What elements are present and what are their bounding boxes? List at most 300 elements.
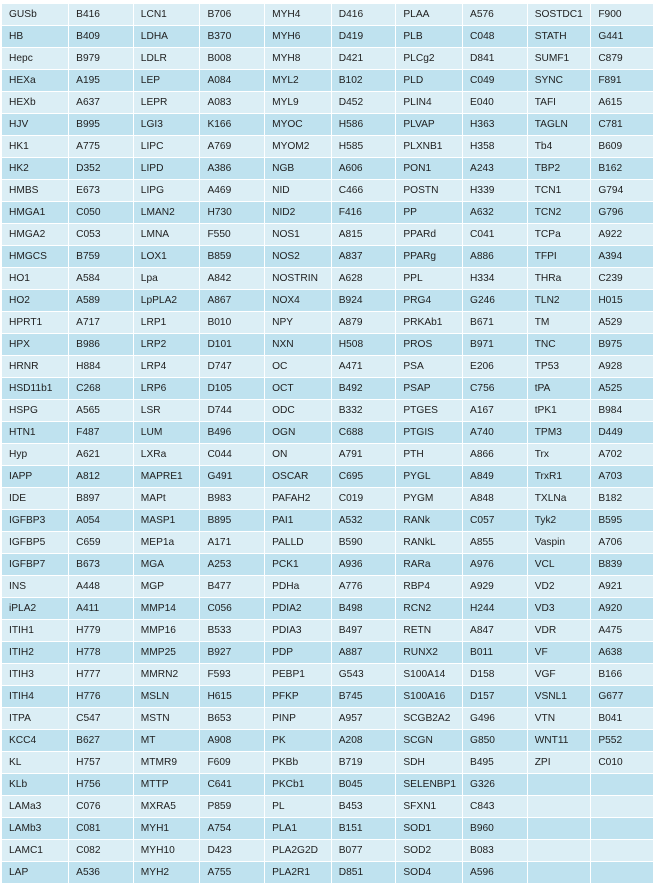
marker-code-cell: C019	[331, 488, 396, 510]
marker-name-cell: PEBP1	[265, 664, 332, 686]
marker-code-cell: C547	[69, 708, 134, 730]
marker-name-cell: PCK1	[265, 554, 332, 576]
marker-code-cell: H586	[331, 114, 396, 136]
marker-code-cell: A628	[331, 268, 396, 290]
marker-name-cell: VD3	[527, 598, 591, 620]
marker-name-cell: PKBb	[265, 752, 332, 774]
marker-code-cell: H585	[331, 136, 396, 158]
marker-code-cell: C756	[463, 378, 528, 400]
marker-code-cell: A448	[69, 576, 134, 598]
marker-name-cell: RETN	[396, 620, 463, 642]
marker-code-cell: A740	[463, 422, 528, 444]
marker-code-cell: B010	[200, 312, 265, 334]
marker-name-cell: NOX4	[265, 290, 332, 312]
marker-name-cell: S100A14	[396, 664, 463, 686]
marker-name-cell: ITIH3	[2, 664, 69, 686]
marker-name-cell: HPX	[2, 334, 69, 356]
marker-code-cell: G496	[463, 708, 528, 730]
table-row	[2, 466, 654, 488]
marker-name-cell: HO1	[2, 268, 69, 290]
marker-name-cell: SELENBP1	[396, 774, 463, 796]
marker-name-cell: SOD1	[396, 818, 463, 840]
marker-code-cell: A532	[331, 510, 396, 532]
marker-name-cell: PLVAP	[396, 114, 463, 136]
marker-name-cell: PON1	[396, 158, 463, 180]
marker-name-cell: IGFBP5	[2, 532, 69, 554]
marker-name-cell: PLIN4	[396, 92, 463, 114]
marker-code-cell: C053	[69, 224, 134, 246]
marker-code-cell: B671	[463, 312, 528, 334]
marker-name-cell: PKCb1	[265, 774, 332, 796]
marker-code-cell: A565	[69, 400, 134, 422]
marker-code-cell: A847	[463, 620, 528, 642]
marker-code-cell: B895	[200, 510, 265, 532]
marker-name-cell: S100A16	[396, 686, 463, 708]
marker-code-cell: C044	[200, 444, 265, 466]
marker-name-cell: PAFAH2	[265, 488, 332, 510]
marker-code-cell: P552	[591, 730, 654, 752]
table-row	[2, 92, 654, 114]
marker-name-cell: LEPR	[133, 92, 200, 114]
marker-name-cell: VGF	[527, 664, 591, 686]
marker-name-cell: MSTN	[133, 708, 200, 730]
marker-code-cell: C048	[463, 26, 528, 48]
marker-code-cell: A908	[200, 730, 265, 752]
marker-name-cell: ITIH1	[2, 620, 69, 642]
marker-code-cell: B975	[591, 334, 654, 356]
marker-name-cell: SCGB2A2	[396, 708, 463, 730]
marker-code-cell: H756	[69, 774, 134, 796]
marker-code-cell: H015	[591, 290, 654, 312]
marker-name-cell: PYGL	[396, 466, 463, 488]
marker-code-cell: B077	[331, 840, 396, 862]
marker-code-cell: C466	[331, 180, 396, 202]
marker-code-cell: B859	[200, 246, 265, 268]
marker-name-cell: PL	[265, 796, 332, 818]
marker-name-cell: LDHA	[133, 26, 200, 48]
marker-name-cell: POSTN	[396, 180, 463, 202]
marker-name-cell: IDE	[2, 488, 69, 510]
table-row	[2, 334, 654, 356]
marker-name-cell: VD2	[527, 576, 591, 598]
marker-name-cell: PRKAb1	[396, 312, 463, 334]
marker-name-cell: PLCg2	[396, 48, 463, 70]
marker-name-cell: TPM3	[527, 422, 591, 444]
marker-name-cell: LAMC1	[2, 840, 69, 862]
table-row	[2, 48, 654, 70]
marker-name-cell: PPL	[396, 268, 463, 290]
marker-name-cell: MYL2	[265, 70, 332, 92]
marker-name-cell: WNT11	[527, 730, 591, 752]
marker-name-cell: TBP2	[527, 158, 591, 180]
marker-code-cell: H779	[69, 620, 134, 642]
marker-code-cell: A386	[200, 158, 265, 180]
table-row	[2, 312, 654, 334]
marker-name-cell: PLXNB1	[396, 136, 463, 158]
marker-name-cell: MYH6	[265, 26, 332, 48]
marker-name-cell: NPY	[265, 312, 332, 334]
marker-code-cell: A703	[591, 466, 654, 488]
marker-code-cell: H244	[463, 598, 528, 620]
marker-code-cell: K166	[200, 114, 265, 136]
marker-code-cell: E206	[463, 356, 528, 378]
marker-name-cell: SFXN1	[396, 796, 463, 818]
marker-name-cell: TCN2	[527, 202, 591, 224]
marker-name-cell: Lpa	[133, 268, 200, 290]
table-row	[2, 268, 654, 290]
marker-name-cell: MEP1a	[133, 532, 200, 554]
table-row	[2, 114, 654, 136]
marker-name-cell: Hyp	[2, 444, 69, 466]
marker-name-cell: OC	[265, 356, 332, 378]
marker-name-cell: LEP	[133, 70, 200, 92]
table-row	[2, 4, 654, 26]
marker-name-cell: SOD4	[396, 862, 463, 884]
marker-code-cell: G491	[200, 466, 265, 488]
marker-code-cell: A054	[69, 510, 134, 532]
marker-name-cell: NXN	[265, 334, 332, 356]
marker-code-cell: C041	[463, 224, 528, 246]
marker-code-cell: C641	[200, 774, 265, 796]
marker-code-cell: B416	[69, 4, 134, 26]
table-row	[2, 620, 654, 642]
marker-name-cell: PDIA3	[265, 620, 332, 642]
marker-code-cell: A702	[591, 444, 654, 466]
marker-code-cell: G794	[591, 180, 654, 202]
table-row	[2, 70, 654, 92]
marker-code-cell: H334	[463, 268, 528, 290]
marker-name-cell: RUNX2	[396, 642, 463, 664]
marker-code-cell: A621	[69, 444, 134, 466]
marker-name-cell: TCN1	[527, 180, 591, 202]
marker-name-cell: LRP4	[133, 356, 200, 378]
marker-name-cell: MYH4	[265, 4, 332, 26]
marker-name-cell: Tyk2	[527, 510, 591, 532]
marker-code-cell: A411	[69, 598, 134, 620]
marker-code-cell: B166	[591, 664, 654, 686]
table-row	[2, 708, 654, 730]
marker-code-cell: F900	[591, 4, 654, 26]
marker-code-cell: B759	[69, 246, 134, 268]
marker-name-cell: NGB	[265, 158, 332, 180]
marker-name-cell	[527, 796, 591, 818]
marker-code-cell	[591, 796, 654, 818]
marker-code-cell: F593	[200, 664, 265, 686]
marker-name-cell: HEXa	[2, 70, 69, 92]
marker-name-cell: TAFI	[527, 92, 591, 114]
marker-code-cell: A584	[69, 268, 134, 290]
table-row	[2, 444, 654, 466]
marker-name-cell: PLA1	[265, 818, 332, 840]
marker-code-cell: C239	[591, 268, 654, 290]
marker-code-cell: B496	[200, 422, 265, 444]
marker-code-cell: F609	[200, 752, 265, 774]
marker-name-cell: PYGM	[396, 488, 463, 510]
marker-code-cell: F891	[591, 70, 654, 92]
marker-name-cell: MGP	[133, 576, 200, 598]
marker-code-cell: C050	[69, 202, 134, 224]
marker-code-cell: P859	[200, 796, 265, 818]
marker-code-cell: C076	[69, 796, 134, 818]
marker-name-cell: PP	[396, 202, 463, 224]
marker-name-cell: HMGA1	[2, 202, 69, 224]
marker-name-cell: PFKP	[265, 686, 332, 708]
marker-code-cell: C659	[69, 532, 134, 554]
marker-code-cell: B495	[463, 752, 528, 774]
marker-name-cell: SYNC	[527, 70, 591, 92]
marker-name-cell: PLA2G2D	[265, 840, 332, 862]
marker-code-cell: A976	[463, 554, 528, 576]
marker-code-cell: A469	[200, 180, 265, 202]
marker-name-cell: PK	[265, 730, 332, 752]
marker-name-cell: LAMb3	[2, 818, 69, 840]
marker-name-cell: MYH8	[265, 48, 332, 70]
marker-name-cell: iPLA2	[2, 598, 69, 620]
marker-code-cell: A848	[463, 488, 528, 510]
marker-name-cell: PPARg	[396, 246, 463, 268]
marker-name-cell: tPA	[527, 378, 591, 400]
marker-name-cell: VDR	[527, 620, 591, 642]
marker-code-cell: H778	[69, 642, 134, 664]
marker-code-cell: H358	[463, 136, 528, 158]
marker-code-cell: C081	[69, 818, 134, 840]
marker-code-cell: B745	[331, 686, 396, 708]
marker-code-cell: C049	[463, 70, 528, 92]
marker-code-cell: A525	[591, 378, 654, 400]
marker-name-cell: SOSTDC1	[527, 4, 591, 26]
marker-name-cell: PTGES	[396, 400, 463, 422]
marker-code-cell: A815	[331, 224, 396, 246]
marker-name-cell: MSLN	[133, 686, 200, 708]
marker-code-cell: G326	[463, 774, 528, 796]
marker-name-cell: TFPI	[527, 246, 591, 268]
marker-code-cell: G543	[331, 664, 396, 686]
marker-code-cell: A529	[591, 312, 654, 334]
marker-code-cell: A936	[331, 554, 396, 576]
marker-name-cell: IAPP	[2, 466, 69, 488]
marker-code-cell: C695	[331, 466, 396, 488]
marker-code-cell: A615	[591, 92, 654, 114]
marker-name-cell: MYL9	[265, 92, 332, 114]
marker-name-cell: HRNR	[2, 356, 69, 378]
marker-code-cell: B497	[331, 620, 396, 642]
marker-name-cell: PPARd	[396, 224, 463, 246]
table-row	[2, 378, 654, 400]
marker-name-cell: ON	[265, 444, 332, 466]
marker-code-cell: A195	[69, 70, 134, 92]
marker-name-cell	[527, 840, 591, 862]
marker-code-cell: F487	[69, 422, 134, 444]
table-row	[2, 510, 654, 532]
marker-name-cell: HMBS	[2, 180, 69, 202]
marker-name-cell: LGI3	[133, 114, 200, 136]
marker-name-cell: MAPt	[133, 488, 200, 510]
marker-code-cell: D423	[200, 840, 265, 862]
marker-name-cell: HEXb	[2, 92, 69, 114]
marker-name-cell: VF	[527, 642, 591, 664]
marker-name-cell: TAGLN	[527, 114, 591, 136]
marker-code-cell: A167	[463, 400, 528, 422]
marker-name-cell: MXRA5	[133, 796, 200, 818]
marker-code-cell: A208	[331, 730, 396, 752]
marker-name-cell: HTN1	[2, 422, 69, 444]
marker-name-cell: PLB	[396, 26, 463, 48]
marker-code-table	[2, 4, 654, 884]
marker-name-cell: PSA	[396, 356, 463, 378]
marker-code-cell: A849	[463, 466, 528, 488]
marker-name-cell: HPRT1	[2, 312, 69, 334]
marker-code-cell	[591, 862, 654, 884]
table-body	[2, 4, 654, 884]
marker-name-cell: KLb	[2, 774, 69, 796]
marker-name-cell: PLAA	[396, 4, 463, 26]
marker-code-cell: A928	[591, 356, 654, 378]
table-row	[2, 752, 654, 774]
marker-name-cell: ODC	[265, 400, 332, 422]
marker-name-cell: MYH2	[133, 862, 200, 884]
marker-name-cell: LRP1	[133, 312, 200, 334]
marker-name-cell: Trx	[527, 444, 591, 466]
marker-code-cell: B960	[463, 818, 528, 840]
marker-name-cell: KCC4	[2, 730, 69, 752]
marker-code-cell: A867	[200, 290, 265, 312]
marker-code-cell: A606	[331, 158, 396, 180]
table-row	[2, 774, 654, 796]
table-row	[2, 730, 654, 752]
marker-name-cell: PTGIS	[396, 422, 463, 444]
marker-code-cell: D101	[200, 334, 265, 356]
code-table-container	[2, 4, 654, 884]
marker-name-cell: TLN2	[527, 290, 591, 312]
marker-name-cell: MTTP	[133, 774, 200, 796]
marker-name-cell: MMP14	[133, 598, 200, 620]
marker-code-cell: A842	[200, 268, 265, 290]
marker-code-cell: A837	[331, 246, 396, 268]
marker-code-cell: B839	[591, 554, 654, 576]
marker-name-cell: ZPI	[527, 752, 591, 774]
marker-code-cell	[591, 774, 654, 796]
marker-code-cell: A775	[69, 136, 134, 158]
marker-name-cell: IGFBP7	[2, 554, 69, 576]
marker-code-cell: B008	[200, 48, 265, 70]
marker-name-cell	[527, 774, 591, 796]
marker-name-cell: HMGCS	[2, 246, 69, 268]
marker-code-cell: B332	[331, 400, 396, 422]
marker-code-cell: B041	[591, 708, 654, 730]
marker-code-cell: A632	[463, 202, 528, 224]
marker-name-cell: MYOM2	[265, 136, 332, 158]
marker-name-cell: LAMa3	[2, 796, 69, 818]
marker-code-cell: B719	[331, 752, 396, 774]
table-row	[2, 422, 654, 444]
marker-code-cell: A394	[591, 246, 654, 268]
marker-name-cell: LRP6	[133, 378, 200, 400]
marker-name-cell: LOX1	[133, 246, 200, 268]
marker-code-cell: B370	[200, 26, 265, 48]
marker-code-cell: D105	[200, 378, 265, 400]
marker-name-cell: LMNA	[133, 224, 200, 246]
marker-name-cell: PDIA2	[265, 598, 332, 620]
marker-name-cell: MGA	[133, 554, 200, 576]
table-row	[2, 290, 654, 312]
marker-name-cell: INS	[2, 576, 69, 598]
marker-code-cell: A083	[200, 92, 265, 114]
table-row	[2, 356, 654, 378]
marker-code-cell: A755	[200, 862, 265, 884]
marker-code-cell: E040	[463, 92, 528, 114]
marker-name-cell: ITIH4	[2, 686, 69, 708]
marker-code-cell: C268	[69, 378, 134, 400]
marker-name-cell	[527, 862, 591, 884]
marker-name-cell: MAPRE1	[133, 466, 200, 488]
marker-code-cell: B984	[591, 400, 654, 422]
table-row	[2, 180, 654, 202]
marker-name-cell: PINP	[265, 708, 332, 730]
marker-name-cell: RBP4	[396, 576, 463, 598]
marker-code-cell: A922	[591, 224, 654, 246]
marker-name-cell: HMGA2	[2, 224, 69, 246]
marker-code-cell: H884	[69, 356, 134, 378]
marker-name-cell: GUSb	[2, 4, 69, 26]
table-row	[2, 642, 654, 664]
marker-name-cell: TCPa	[527, 224, 591, 246]
marker-name-cell: MYOC	[265, 114, 332, 136]
marker-code-cell: C879	[591, 48, 654, 70]
table-row	[2, 598, 654, 620]
marker-name-cell: PDP	[265, 642, 332, 664]
marker-code-cell	[591, 818, 654, 840]
marker-code-cell: D851	[331, 862, 396, 884]
marker-code-cell: D744	[200, 400, 265, 422]
table-row	[2, 686, 654, 708]
marker-code-cell: A776	[331, 576, 396, 598]
table-row	[2, 796, 654, 818]
marker-name-cell: SOD2	[396, 840, 463, 862]
marker-name-cell: STATH	[527, 26, 591, 48]
marker-name-cell: RANk	[396, 510, 463, 532]
marker-name-cell: OGN	[265, 422, 332, 444]
marker-code-cell: B492	[331, 378, 396, 400]
marker-name-cell: HSPG	[2, 400, 69, 422]
marker-name-cell: KL	[2, 752, 69, 774]
marker-name-cell: MMP16	[133, 620, 200, 642]
marker-code-cell: A706	[591, 532, 654, 554]
marker-code-cell: D157	[463, 686, 528, 708]
marker-code-cell: A957	[331, 708, 396, 730]
marker-name-cell: LSR	[133, 400, 200, 422]
marker-name-cell: PROS	[396, 334, 463, 356]
marker-code-cell: H757	[69, 752, 134, 774]
marker-name-cell: PALLD	[265, 532, 332, 554]
marker-name-cell: RARa	[396, 554, 463, 576]
marker-name-cell: TNC	[527, 334, 591, 356]
marker-name-cell: MYH10	[133, 840, 200, 862]
table-row	[2, 158, 654, 180]
marker-code-cell: A921	[591, 576, 654, 598]
marker-code-cell: A812	[69, 466, 134, 488]
marker-name-cell: tPK1	[527, 400, 591, 422]
marker-name-cell: SDH	[396, 752, 463, 774]
marker-code-cell: G796	[591, 202, 654, 224]
marker-name-cell: ITPA	[2, 708, 69, 730]
marker-code-cell: B590	[331, 532, 396, 554]
marker-code-cell: D419	[331, 26, 396, 48]
marker-code-cell: A769	[200, 136, 265, 158]
marker-name-cell: NOS2	[265, 246, 332, 268]
marker-code-cell: C056	[200, 598, 265, 620]
marker-name-cell: Hepc	[2, 48, 69, 70]
marker-name-cell: LIPG	[133, 180, 200, 202]
